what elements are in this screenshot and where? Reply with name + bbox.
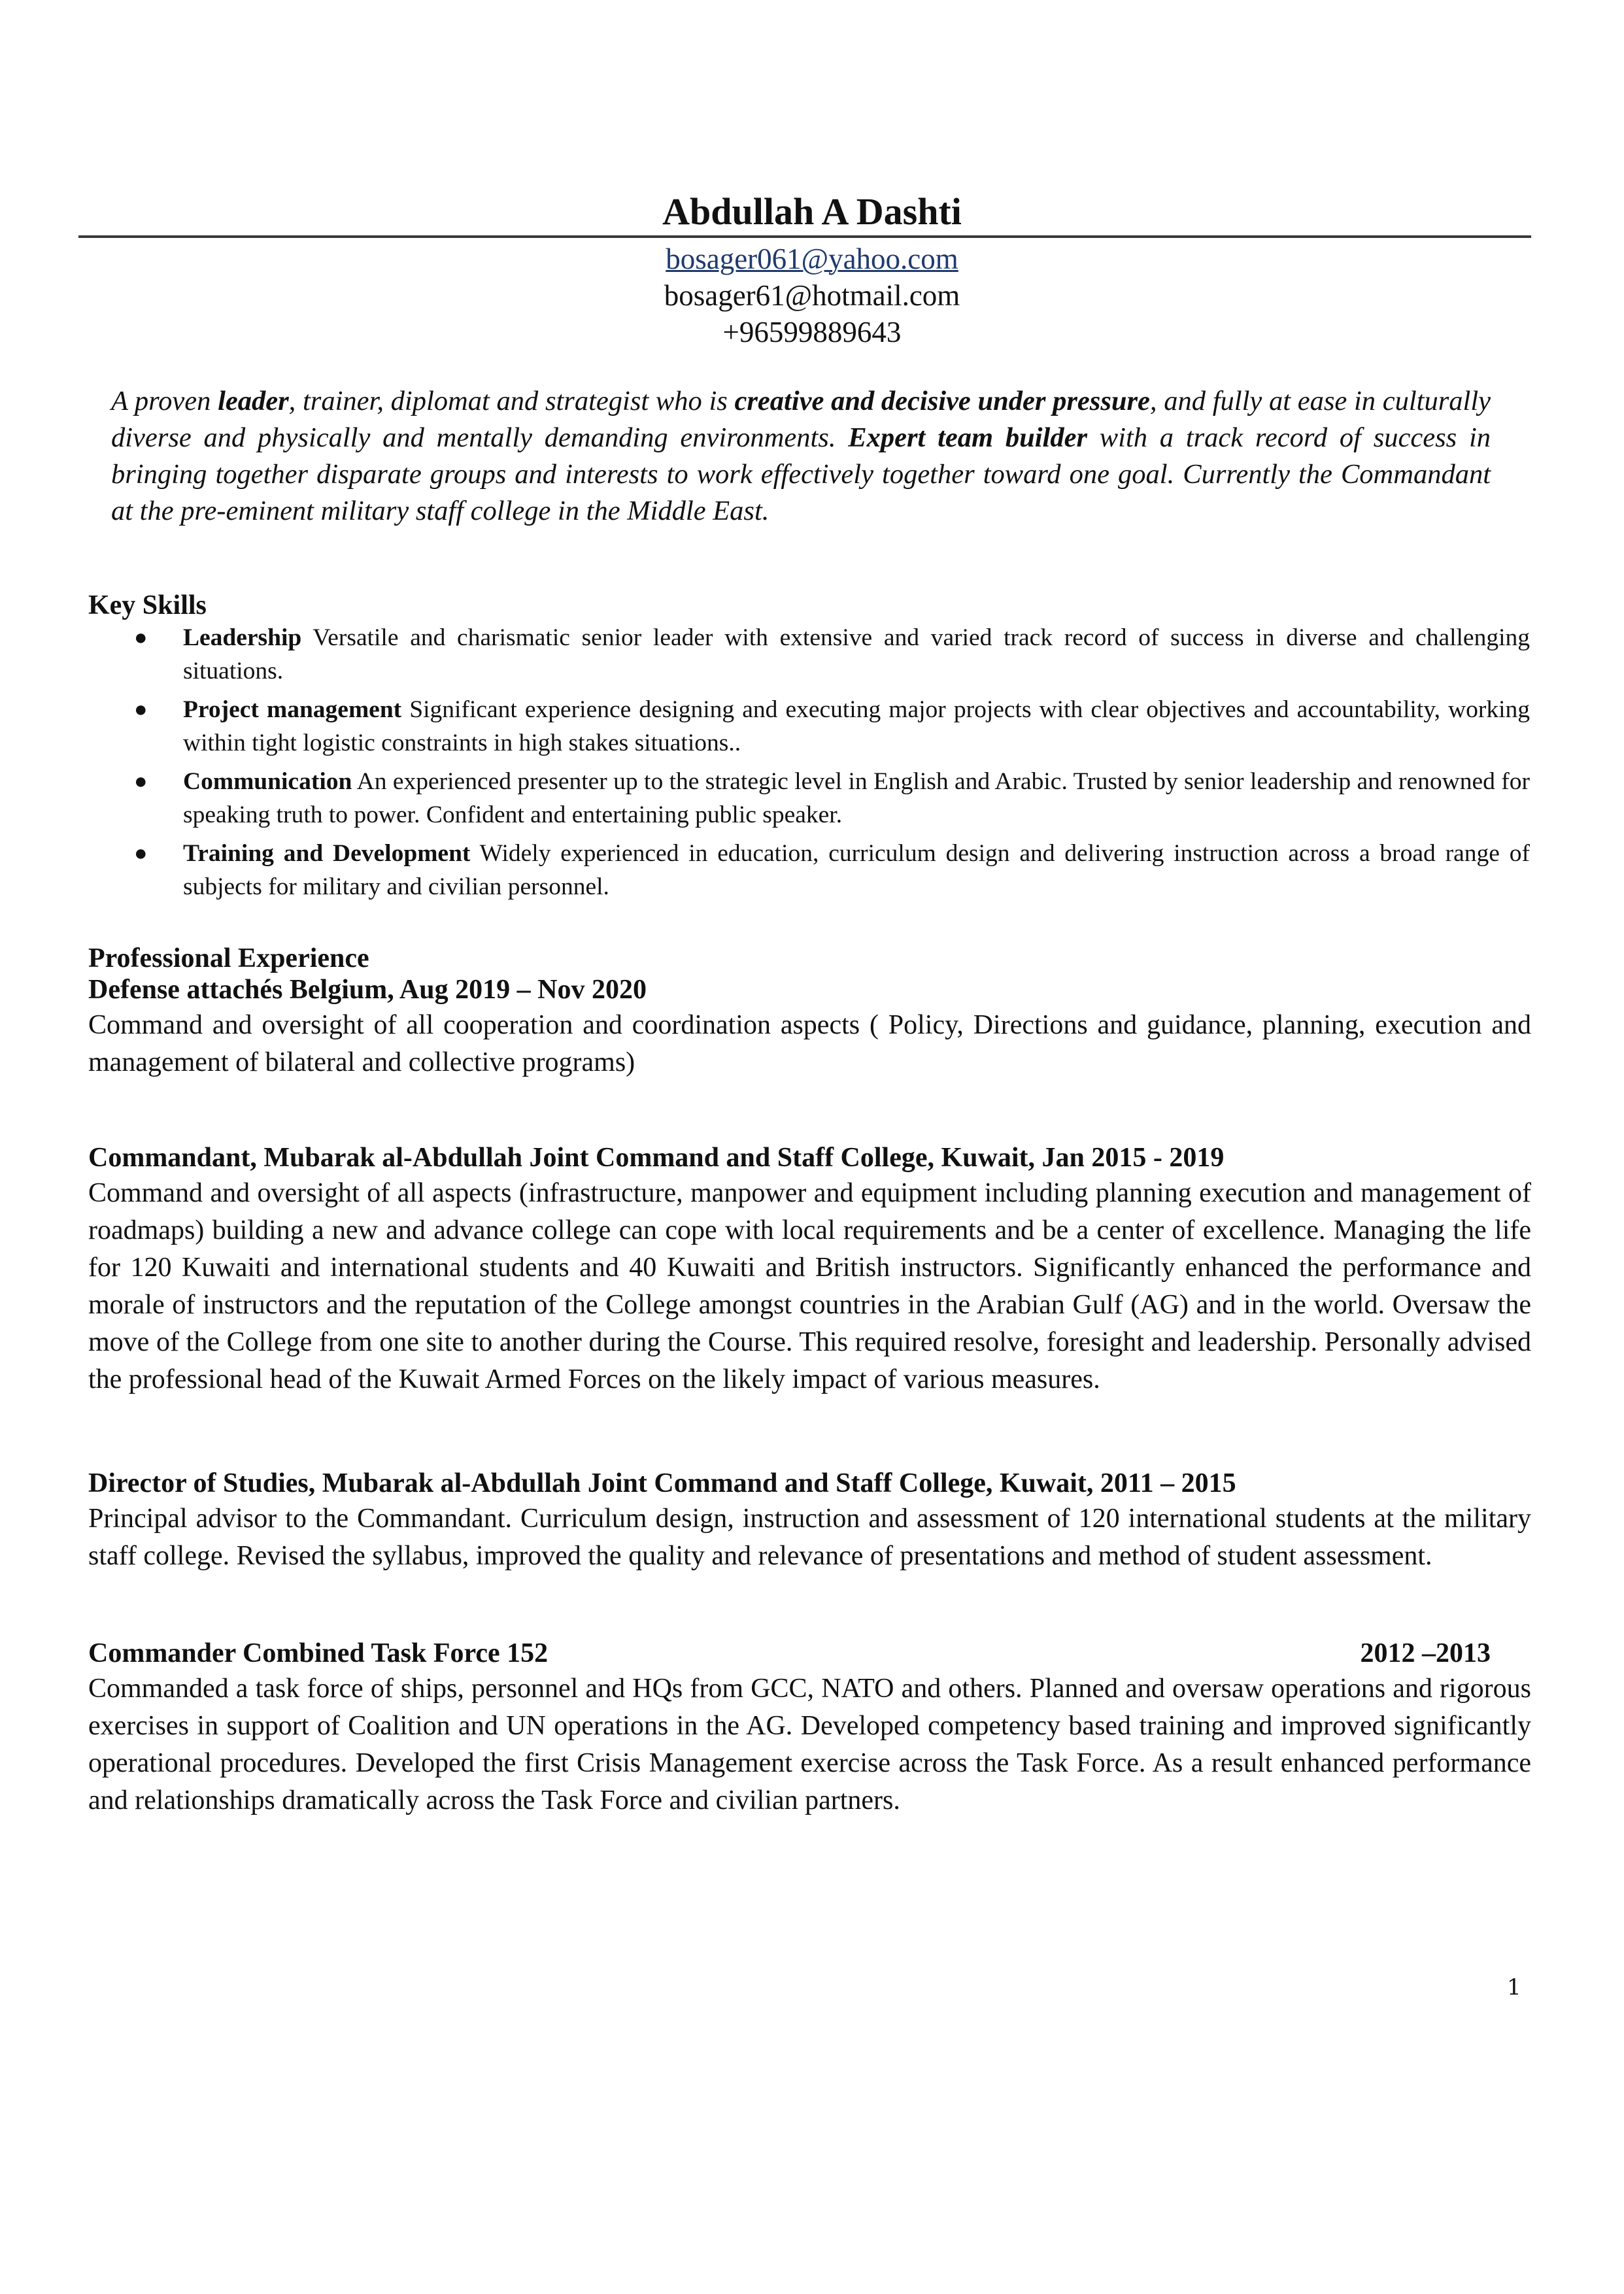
job-date: 2012 –2013 — [1360, 1638, 1491, 1668]
page-number: 1 — [1507, 1974, 1521, 2000]
skill-title: Communication — [183, 768, 352, 795]
key-skills-list — [134, 621, 1530, 909]
bullet-icon: ● — [134, 626, 148, 650]
email-secondary: bosager61@hotmail.com — [664, 279, 960, 312]
summary-segment: with a track record of success in bringing together disparate groups and interests to work effectively together toward one goal. Currently the Commandant at the pre-eminent military staff college in the Middle East. — [111, 422, 1491, 526]
summary-highlight: Expert team builder — [848, 422, 1088, 453]
skill-item — [134, 765, 1530, 832]
job-entry — [88, 1141, 1531, 1398]
skill-description: Widely experienced in education, curriculum design and delivering instruction across a broad range of subjects for military and civilian personnel. — [183, 840, 1530, 900]
bullet-icon: ● — [134, 841, 148, 866]
skill-title: Leadership — [183, 624, 302, 651]
job-entry — [88, 1636, 1531, 1819]
job-title-text: Commandant, Mubarak al-Abdullah Joint Command and Staff College, Kuwait, Jan 2015 - 2019 — [88, 1143, 1225, 1173]
skill-item — [134, 693, 1530, 760]
resume-name: Abdullah A Dashti — [662, 190, 962, 233]
job-description: Principal advisor to the Commandant. Curriculum design, instruction and assessment of 120 international students at the military staff college. Revised the syllabus, improved the quality and relevance of presentations and method of student assessment. — [88, 1504, 1531, 1571]
summary-segment: , and fully at ease in culturally diverse and physically and mentally demanding environments. — [111, 386, 1491, 453]
job-entry — [88, 973, 1531, 1081]
job-description: Commanded a task force of ships, personnel and HQs from GCC, NATO and others. Planned and oversaw operations and rigorous exercises in support of Coalition and UN operations in the AG. Developed competency based training and improved significantly operational procedures. Developed the first Crisis Management exercise across the Task Force. As a result enhanced performance and relationships dramatically across the Task Force and civilian partners. — [88, 1674, 1531, 1815]
professional-summary — [111, 383, 1491, 530]
summary-highlight: leader — [218, 386, 289, 416]
header-divider — [78, 235, 1531, 238]
job-title-text: Defense attachés Belgium, Aug 2019 – Nov 2020 — [88, 975, 647, 1005]
job-title — [88, 1141, 1531, 1175]
skill-description: An experienced presenter up to the strategic level in English and Arabic. Trusted by senior leadership and renowned for speaking truth to power. Confident and entertaining public speaker. — [183, 768, 1530, 828]
summary-segment: A proven — [111, 386, 218, 416]
email-primary-link[interactable]: bosager061@yahoo.com — [666, 243, 958, 275]
job-title — [88, 973, 1531, 1007]
job-title — [88, 1636, 1531, 1670]
job-title-text: Commander Combined Task Force 152 — [88, 1638, 549, 1668]
bullet-icon: ● — [134, 769, 148, 794]
phone-number: +96599889643 — [722, 316, 902, 348]
experience-heading: Professional Experience — [88, 943, 369, 973]
key-skills-heading: Key Skills — [88, 590, 207, 620]
job-description: Command and oversight of all aspects (infrastructure, manpower and equipment including planning execution and management of roadmaps) building a new and advance college can cope with local requirements and be a center of excellence. Managing the life for 120 Kuwaiti and international students and 40 Kuwaiti and British instructors. Significantly enhanced the performance and morale of instructors and the reputation of the College amongst countries in the Arabian Gulf (AG) and in the world. Oversaw the move of the College from one site to another during the Course. This required resolve, foresight and leadership. Personally advised the professional head of the Kuwait Armed Forces on the likely impact of various measures. — [88, 1178, 1531, 1394]
skill-description: Significant experience designing and executing major projects with clear objectives and accountability, working within tight logistic constraints in high stakes situations.. — [183, 696, 1531, 756]
skill-description: Versatile and charismatic senior leader with extensive and varied track record of success in diverse and challenging situations. — [183, 624, 1530, 684]
job-title-text: Director of Studies, Mubarak al-Abdullah Joint Command and Staff College, Kuwait, 2011 – 2015 — [88, 1468, 1236, 1498]
bullet-icon: ● — [134, 698, 148, 722]
skill-item — [134, 621, 1530, 688]
job-description: Command and oversight of all cooperation and coordination aspects ( Policy, Directions and guidance, planning, execution and management of bilateral and collective programs) — [88, 1010, 1531, 1077]
skill-title: Training and Development — [183, 840, 471, 867]
summary-segment: , trainer, diplomat and strategist who is — [288, 386, 735, 416]
summary-highlight: creative and decisive under pressure — [734, 386, 1150, 416]
job-entry — [88, 1466, 1531, 1575]
email-primary-line — [0, 241, 1624, 277]
skill-title: Project management — [183, 696, 402, 723]
job-title — [88, 1466, 1531, 1500]
skill-item — [134, 837, 1530, 903]
